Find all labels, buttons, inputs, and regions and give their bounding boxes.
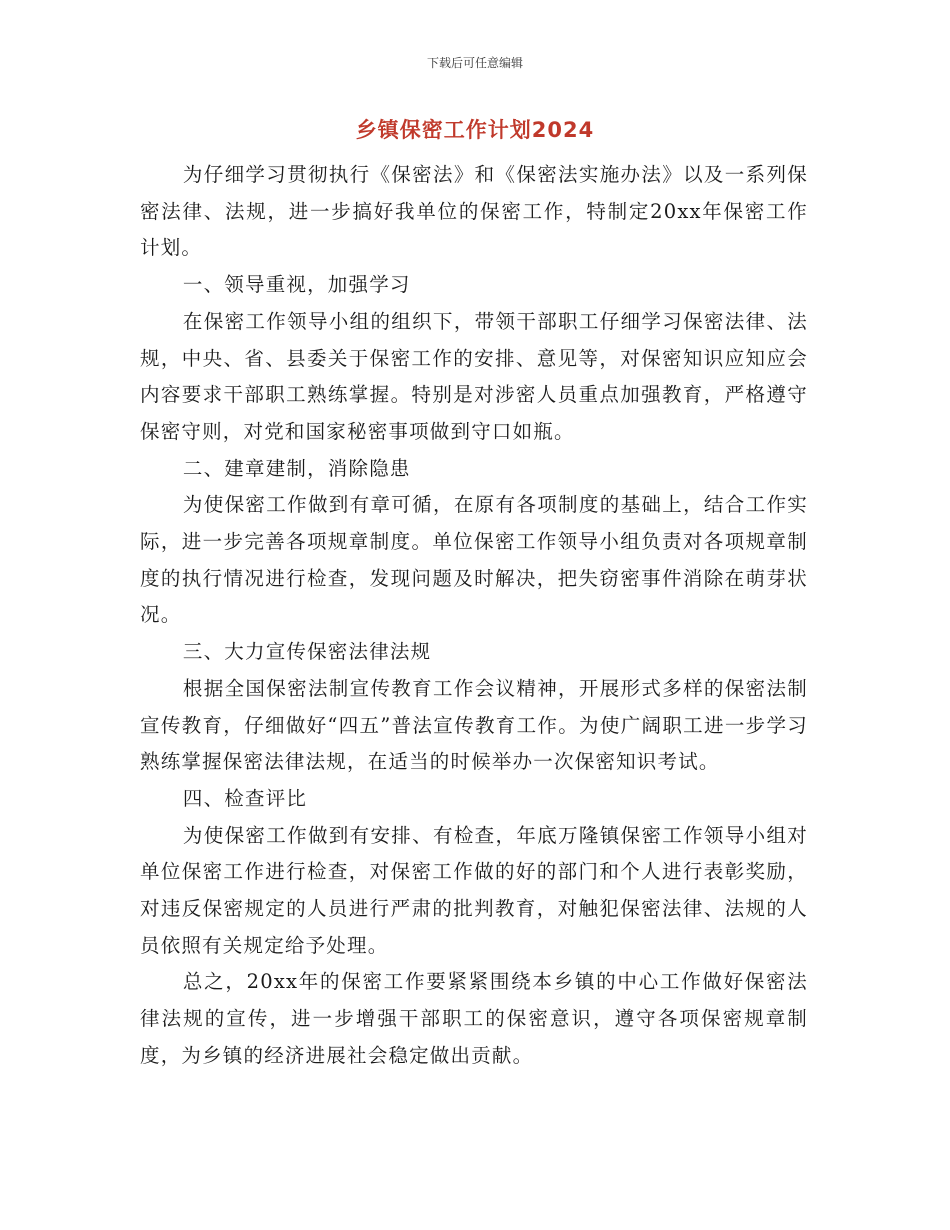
conclusion-paragraph: 总之，20xx年的保密工作要紧紧围绕本乡镇的中心工作做好保密法律法规的宣传，进一步增强干部职工的保密意识，遵守各项保密规章制度，为乡镇的经济进展社会稳定做出贡献。 [140,970,808,1067]
section-paragraph-4: 为使保密工作做到有安排、有检查，年底万隆镇保密工作领导小组对单位保密工作进行检查，对保密工作做的好的部门和个人进行表彰奖励，对违反保密规定的人员进行严肃的批判教育，对触犯保密法律、法规的人员依照有关规定给予处理。 [140,823,808,957]
document-title: 乡镇保密工作计划2024 [355,118,595,142]
section-heading-2: 二、建章建制，消除隐患 [182,456,411,480]
section-heading-1: 一、领导重视，加强学习 [182,273,411,297]
intro-paragraph: 为仔细学习贯彻执行《保密法》和《保密法实施办法》以及一系列保密法律、法规，进一步搞好我单位的保密工作，特制定20xx年保密工作计划。 [140,163,808,260]
section-paragraph-3: 根据全国保密法制宣传教育工作会议精神，开展形式多样的保密法制宣传教育，仔细做好“四五”普法宣传教育工作。为使广阔职工进一步学习熟练掌握保密法律法规，在适当的时候举办一次保密知识考试。 [140,676,808,774]
document-body [140,157,808,1075]
section-paragraph-2: 为使保密工作做到有章可循，在原有各项制度的基础上，结合工作实际，进一步完善各项规章制度。单位保密工作领导小组负责对各项规章制度的执行情况进行检查，发现问题及时解决，把失窃密事件消除在萌芽状况。 [140,493,808,627]
header-note: 下载后可任意编辑 [426,56,523,70]
section-heading-3: 三、大力宣传保密法律法规 [182,640,432,664]
section-heading-4: 四、检查评比 [182,786,308,810]
section-paragraph-1: 在保密工作领导小组的组织下，带领干部职工仔细学习保密法律、法规，中央、省、县委关于保密工作的安排、意见等，对保密知识应知应会内容要求干部职工熟练掌握。特别是对涉密人员重点加强教育，严格遵守保密守则，对党和国家秘密事项做到守口如瓶。 [140,309,808,443]
